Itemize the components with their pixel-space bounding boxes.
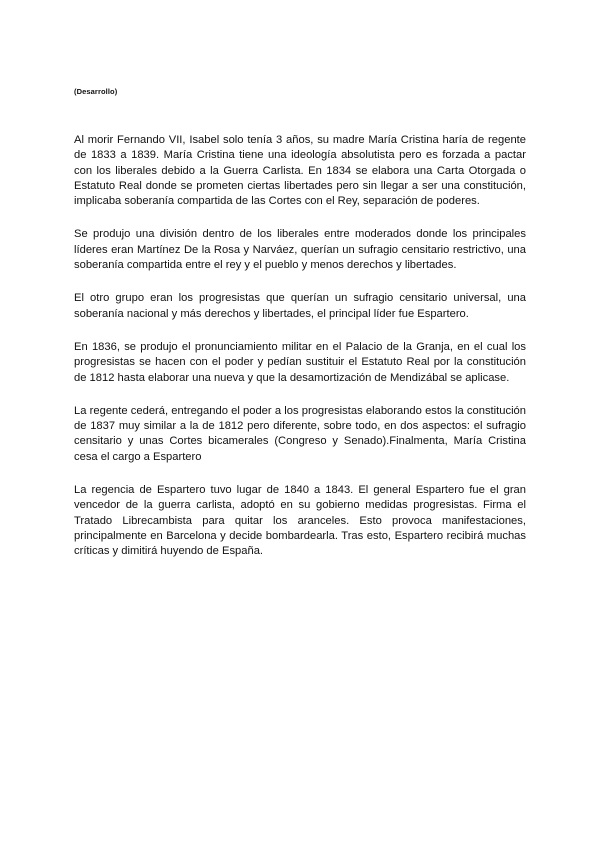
- section-heading: (Desarrollo): [74, 87, 118, 96]
- paragraph-1: Al morir Fernando VII, Isabel solo tenía 3 años, su madre María Cristina haría de regente de 1833 a 1839. María Cristina tiene una ideología absolutista pero es forzada a pactar con los liberales debido a la Guerra Carlista. En 1834 se elabora una Carta Otorgada o Estatuto Real donde se prometen ciertas libertades pero sin llegar a ser una constitución, implicaba soberanía compartida de las Cortes con el Rey, separación de poderes.: [74, 134, 526, 208]
- paragraph-6: La regencia de Espartero tuvo lugar de 1840 a 1843. El general Espartero fue el gran vencedor de la guerra carlista, adoptó en su gobierno medidas progresistas. Firma el Tratado Librecambista para quitar los aranceles. Esto provoca manifestaciones, principalmente en Barcelona y decide bombardearla. Tras esto, Espartero recibirá muchas críticas y dimitirá huyendo de España.: [74, 484, 526, 558]
- paragraph-3: El otro grupo eran los progresistas que querían un sufragio censitario universal, una soberanía nacional y más derechos y libertades, el principal líder fue Espartero.: [74, 292, 526, 320]
- document-body: [74, 133, 526, 578]
- paragraph-2: Se produjo una división dentro de los liberales entre moderados donde los principales líderes eran Martínez De la Rosa y Narváez, querían un sufragio censitario restrictivo, una soberanía compartida entre el rey y el pueblo y menos derechos y libertades.: [74, 228, 526, 272]
- paragraph-4: En 1836, se produjo el pronunciamiento militar en el Palacio de la Granja, en el cual los progresistas se hacen con el poder y pedían sustituir el Estatuto Real por la constitución de 1812 hasta elaborar una nueva y que la desamortización de Mendizábal se aplicase.: [74, 340, 526, 384]
- paragraph-5: La regente cederá, entregando el poder a los progresistas elaborando estos la constitución de 1837 muy similar a la de 1812 pero diferente, sobre todo, en dos aspectos: el sufragio censitario y unas Cortes bicamerales (Congreso y Senado).Finalmenta, María Cristina cesa el cargo a Espartero: [74, 404, 526, 463]
